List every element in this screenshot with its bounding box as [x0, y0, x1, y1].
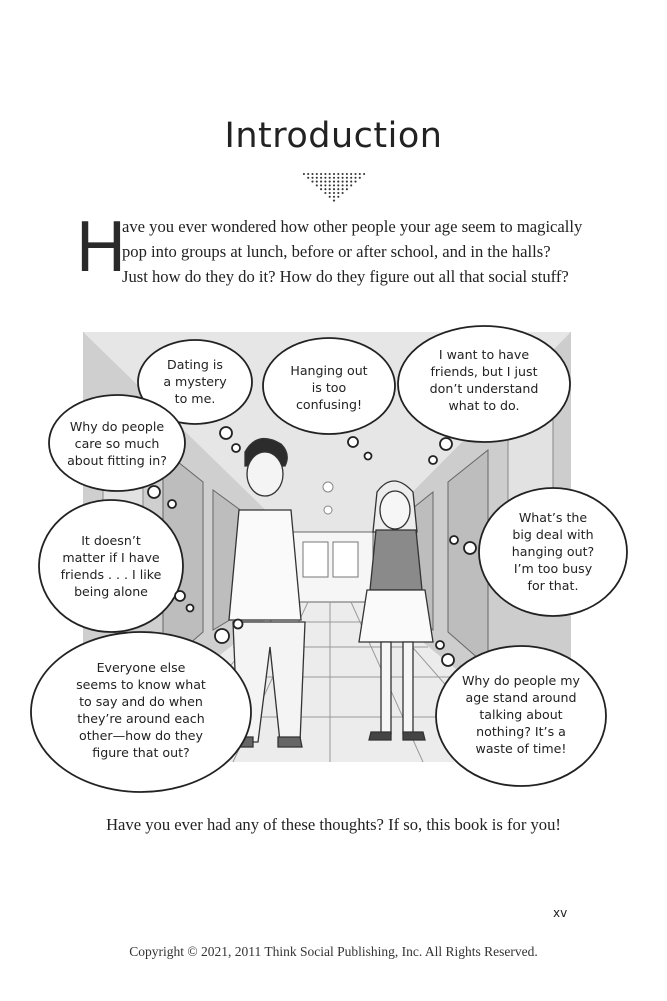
bubble-text-alone: [51, 532, 171, 600]
bubble-line: friends, but I just: [430, 364, 538, 379]
bubble-line: age stand around: [465, 690, 577, 705]
copyright-notice: Copyright © 2021, 2011 Think Social Publishing, Inc. All Rights Reserved.: [129, 944, 538, 959]
bubble-line: for that.: [527, 578, 579, 593]
bubble-text-dating: [145, 356, 245, 407]
bubble-line: nothing? It’s a: [476, 724, 566, 739]
bubble-line: I want to have: [438, 347, 530, 362]
bubble-text-fitting-in: [55, 418, 179, 469]
bubble-line: don’t understand: [429, 381, 539, 396]
intro-line: Just how do they do it? How do they figure out all that social stuff?: [122, 267, 569, 286]
bubble-line: seems to know what: [76, 677, 206, 692]
bubble-line: matter if I have: [62, 550, 160, 565]
bubble-text-big-deal: [498, 509, 608, 594]
page-title: Introduction: [224, 116, 443, 156]
bubble-text-everyone-else: [61, 659, 221, 761]
bubble-line: to say and do when: [79, 694, 203, 709]
bubble-line: Everyone else: [96, 660, 186, 675]
drop-cap: H: [76, 207, 126, 287]
bubble-line: they’re around each: [77, 711, 205, 726]
bubble-text-stand-around: [456, 672, 586, 757]
intro-line: ave you ever wondered how other people your age seem to magically: [122, 217, 583, 236]
bubble-text-want-friends: [414, 346, 554, 414]
bubble-line: care so much: [74, 436, 160, 451]
bubble-line: I’m too busy: [513, 561, 593, 576]
bubble-line: Why do people: [69, 419, 165, 434]
bubble-text-hanging-out: [274, 362, 384, 413]
bubble-line: about fitting in?: [67, 453, 167, 468]
bubble-line: big deal with: [512, 527, 594, 542]
page-number: xv: [553, 906, 568, 920]
bubble-line: hanging out?: [511, 544, 595, 559]
bubble-line: figure that out?: [92, 745, 190, 760]
bubble-line: Why do people my: [461, 673, 580, 688]
bubble-line: What’s the: [518, 510, 588, 525]
bubble-line: talking about: [479, 707, 563, 722]
bubble-line: a mystery: [163, 374, 227, 389]
bubble-line: to me.: [174, 391, 216, 406]
bubble-line: waste of time!: [475, 741, 567, 756]
bubble-line: Hanging out: [290, 363, 368, 378]
bubble-line: is too: [311, 380, 347, 395]
bubble-line: what to do.: [448, 398, 520, 413]
bubble-line: being alone: [74, 584, 148, 599]
bubble-line: It doesn’t: [81, 533, 141, 548]
bubble-line: Dating is: [167, 357, 223, 372]
intro-line: pop into groups at lunch, before or after school, and in the halls?: [122, 242, 551, 261]
bubble-line: friends . . . I like: [60, 567, 162, 582]
bubble-line: other—how do they: [79, 728, 203, 743]
bubble-line: confusing!: [295, 397, 363, 412]
closing-line: Have you ever had any of these thoughts? If so, this book is for you!: [106, 815, 561, 834]
